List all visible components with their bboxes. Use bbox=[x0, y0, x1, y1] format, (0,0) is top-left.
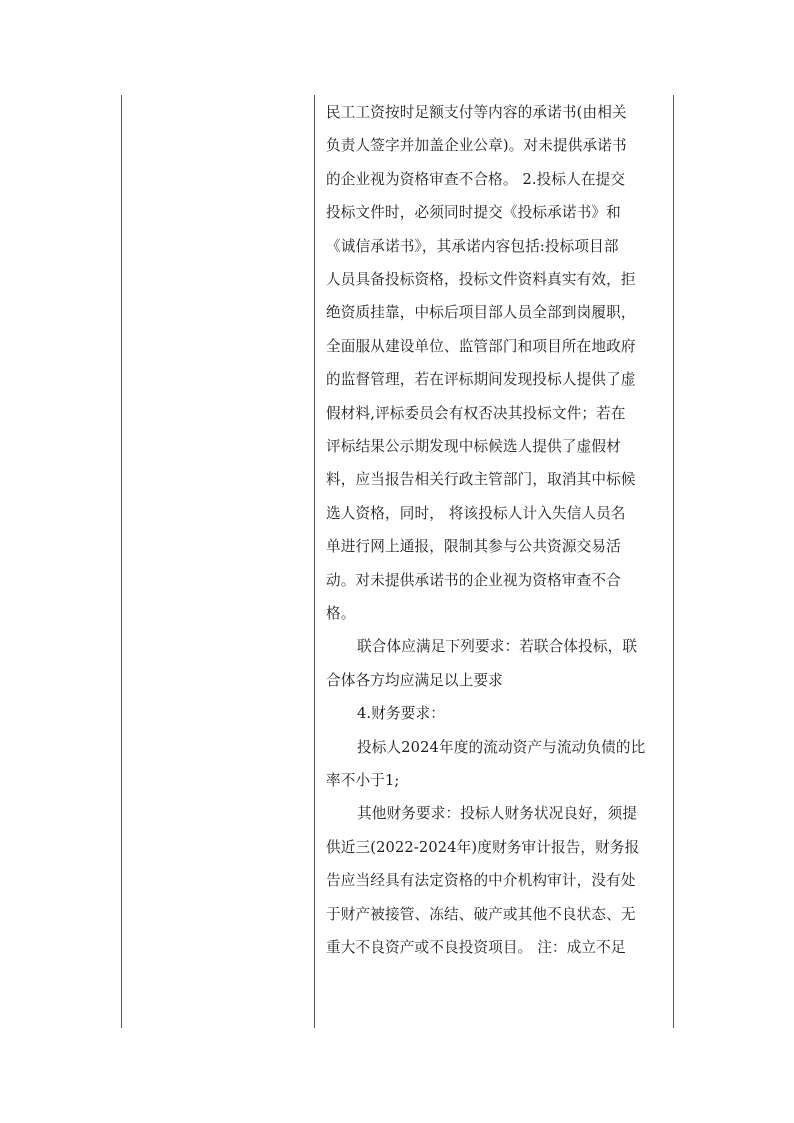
text-line: 的监督管理，若在评标期间发现投标人提供了虚 bbox=[326, 371, 636, 389]
text-line: 绝资质挂靠，中标后项目部人员全部到岗履职， bbox=[326, 304, 636, 322]
text-line: 其他财务要求：投标人财务状况良好，须提 bbox=[357, 805, 638, 823]
text-line: 供近三(2022-2024年)度财务审计报告，财务报 bbox=[326, 838, 640, 856]
text-line: 负责人签字并加盖企业公章)。对未提供承诺书 bbox=[326, 137, 627, 155]
text-line: 评标结果公示期发现中标候选人提供了虚假材 bbox=[326, 438, 621, 455]
text-line: 人员具备投标资格，投标文件资料真实有效，拒 bbox=[326, 271, 636, 288]
text-line: 民工工资按时足额支付等内容的承诺书(由相关 bbox=[326, 104, 627, 121]
text-line: 重大不良资产或不良投资项目。 注：成立不足 bbox=[326, 939, 626, 956]
text-line: 告应当经具有法定资格的中介机构审计，没有处 bbox=[326, 872, 636, 890]
table-border-left bbox=[121, 95, 122, 1028]
text-line: 率不小于1; bbox=[326, 772, 400, 789]
text-line: 料，应当报告相关行政主管部门，取消其中标候 bbox=[326, 471, 636, 489]
text-line: 单进行网上通报，限制其参与公共资源交易活 bbox=[326, 538, 621, 556]
text-line: 联合体应满足下列要求：若联合体投标，联 bbox=[357, 638, 638, 656]
table-border-middle bbox=[314, 95, 315, 1028]
text-line: 全面服从建设单位、监管部门和项目所在地政府 bbox=[326, 337, 636, 355]
text-line: 格。 bbox=[326, 605, 356, 622]
text-line: 投标文件时，必须同时提交《投标承诺书》和 bbox=[326, 204, 621, 222]
text-line: 4.财务要求： bbox=[357, 705, 445, 723]
text-line: 投标人2024年度的流动资产与流动负债的比 bbox=[357, 738, 646, 756]
text-line: 的企业视为资格审查不合格。 2.投标人在提交 bbox=[326, 170, 626, 188]
text-line: 于财产被接管、冻结、破产或其他不良状态、无 bbox=[326, 905, 636, 923]
text-line: 《诚信承诺书》，其承诺内容包括:投标项目部 bbox=[326, 237, 619, 255]
table-border-right bbox=[673, 95, 674, 1028]
text-line: 动。对未提供承诺书的企业视为资格审查不合 bbox=[326, 571, 621, 589]
text-line: 选人资格，同时， 将该投标人计入失信人员名 bbox=[326, 504, 626, 522]
text-line: 合体各方均应满足以上要求 bbox=[326, 671, 503, 689]
text-line: 假材料,评标委员会有权否决其投标文件；若在 bbox=[326, 404, 626, 422]
